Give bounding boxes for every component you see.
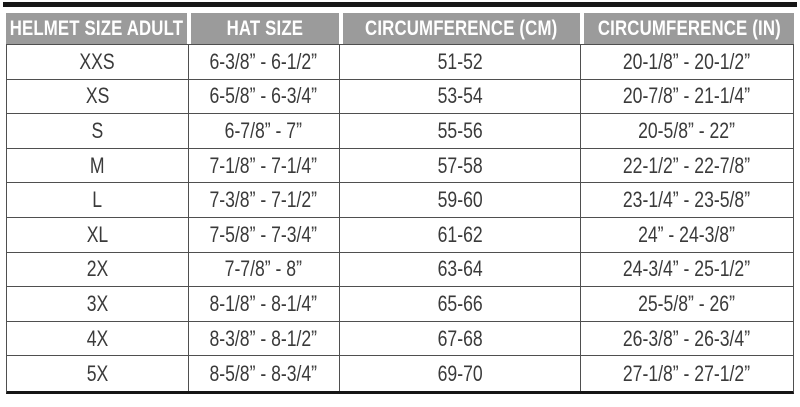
table-cell — [580, 356, 793, 391]
table-cell-text: 4X — [86, 325, 109, 351]
table-cell-text: 24” - 24-3/8” — [638, 221, 736, 247]
table-cell — [339, 80, 580, 114]
table-cell — [188, 322, 339, 356]
table-cell-text: 24-3/4” - 25-1/2” — [623, 256, 751, 282]
table-cell — [7, 218, 188, 252]
table-row — [7, 322, 793, 357]
table-cell-text: 5X — [86, 360, 109, 386]
table-cell — [188, 356, 339, 391]
table-cell — [580, 287, 793, 321]
table-cell — [7, 149, 188, 183]
table-cell — [339, 287, 580, 321]
table-cell-text: 26-3/8” - 26-3/4” — [623, 325, 751, 351]
table-cell — [580, 45, 793, 79]
table-cell-text: L — [92, 187, 103, 213]
table-cell — [339, 253, 580, 287]
table-cell-text: 57-58 — [437, 152, 483, 178]
table-cell — [188, 253, 339, 287]
col-header-label: CIRCUMFERENCE (IN) — [597, 16, 781, 40]
table-cell-text: 53-54 — [437, 83, 483, 109]
table-cell-text: 7-5/8” - 7-3/4” — [209, 221, 318, 247]
col-header-hat-size — [187, 13, 338, 44]
table-cell-text: 6-5/8” - 6-3/4” — [209, 83, 318, 109]
table-cell-text: XL — [86, 221, 109, 247]
table-cell — [188, 114, 339, 148]
table-cell-text: XS — [85, 83, 110, 109]
table-cell-text: 7-1/8” - 7-1/4” — [209, 152, 318, 178]
table-cell-text: 23-1/4” - 23-5/8” — [623, 187, 751, 213]
table-cell-text: 61-62 — [437, 221, 483, 247]
table-cell-text: 20-5/8” - 22” — [638, 117, 736, 143]
col-header-circumference-in — [580, 13, 794, 44]
table-cell — [339, 322, 580, 356]
table-cell — [188, 149, 339, 183]
table-cell-text: 65-66 — [437, 290, 483, 316]
table-cell-text: 20-7/8” - 21-1/4” — [623, 83, 751, 109]
table-cell — [7, 183, 188, 217]
table-cell — [580, 149, 793, 183]
table-cell-text: 20-1/8” - 20-1/2” — [623, 48, 751, 74]
table-cell-text: S — [91, 117, 104, 143]
table-cell — [188, 80, 339, 114]
table-cell-text: XXS — [79, 48, 115, 74]
table-row — [7, 253, 793, 288]
table-cell — [188, 45, 339, 79]
table-cell-text: 8-5/8” - 8-3/4” — [209, 360, 318, 386]
table-cell-text: 63-64 — [437, 256, 483, 282]
table-cell — [188, 183, 339, 217]
table-cell-text: 67-68 — [437, 325, 483, 351]
table-cell-text: 51-52 — [437, 48, 483, 74]
table-row — [7, 183, 793, 218]
table-cell-text: 55-56 — [437, 117, 483, 143]
table-row — [7, 80, 793, 115]
table-cell-text: 6-7/8” - 7” — [225, 117, 303, 143]
table-cell — [188, 287, 339, 321]
col-header-label: HAT SIZE — [226, 16, 304, 40]
table-cell-text: 7-3/8” - 7-1/2” — [209, 187, 318, 213]
col-header-helmet-size — [6, 13, 187, 44]
table-cell-text: 8-3/8” - 8-1/2” — [209, 325, 318, 351]
table-row — [7, 356, 793, 391]
table-cell — [7, 253, 188, 287]
col-header-label: CIRCUMFERENCE (CM) — [365, 16, 558, 40]
table-cell — [580, 183, 793, 217]
table-cell — [7, 80, 188, 114]
table-cell-text: 22-1/2” - 22-7/8” — [623, 152, 751, 178]
table-row — [7, 287, 793, 322]
table-cell — [188, 218, 339, 252]
table-cell — [580, 253, 793, 287]
table-cell — [339, 356, 580, 391]
table-cell — [339, 149, 580, 183]
table-cell-text: 27-1/8” - 27-1/2” — [623, 360, 751, 386]
table-cell — [339, 45, 580, 79]
table-cell — [580, 218, 793, 252]
table-cell — [7, 114, 188, 148]
table-cell — [7, 287, 188, 321]
table-cell-text: 3X — [86, 290, 109, 316]
table-cell — [339, 183, 580, 217]
col-header-circumference-cm — [339, 13, 581, 44]
table-row — [7, 45, 793, 80]
table-header-row — [6, 13, 794, 44]
table-cell — [7, 356, 188, 391]
table-cell — [7, 45, 188, 79]
table-cell — [580, 80, 793, 114]
table-cell-text: M — [90, 152, 105, 178]
col-header-label: HELMET SIZE ADULT — [9, 16, 184, 40]
table-body — [6, 44, 794, 394]
table-cell-text: 59-60 — [437, 187, 483, 213]
top-rule — [3, 2, 797, 7]
table-cell — [580, 114, 793, 148]
helmet-size-table — [6, 13, 794, 394]
table-cell — [7, 322, 188, 356]
table-cell-text: 8-1/8” - 8-1/4” — [209, 290, 318, 316]
table-cell-text: 69-70 — [437, 360, 483, 386]
table-cell-text: 2X — [86, 256, 109, 282]
table-cell-text: 25-5/8” - 26” — [638, 290, 736, 316]
table-cell-text: 6-3/8” - 6-1/2” — [209, 48, 318, 74]
table-cell — [339, 218, 580, 252]
table-row — [7, 114, 793, 149]
table-row — [7, 218, 793, 253]
table-row — [7, 149, 793, 184]
table-cell — [580, 322, 793, 356]
table-cell — [339, 114, 580, 148]
table-cell-text: 7-7/8” - 8” — [225, 256, 303, 282]
